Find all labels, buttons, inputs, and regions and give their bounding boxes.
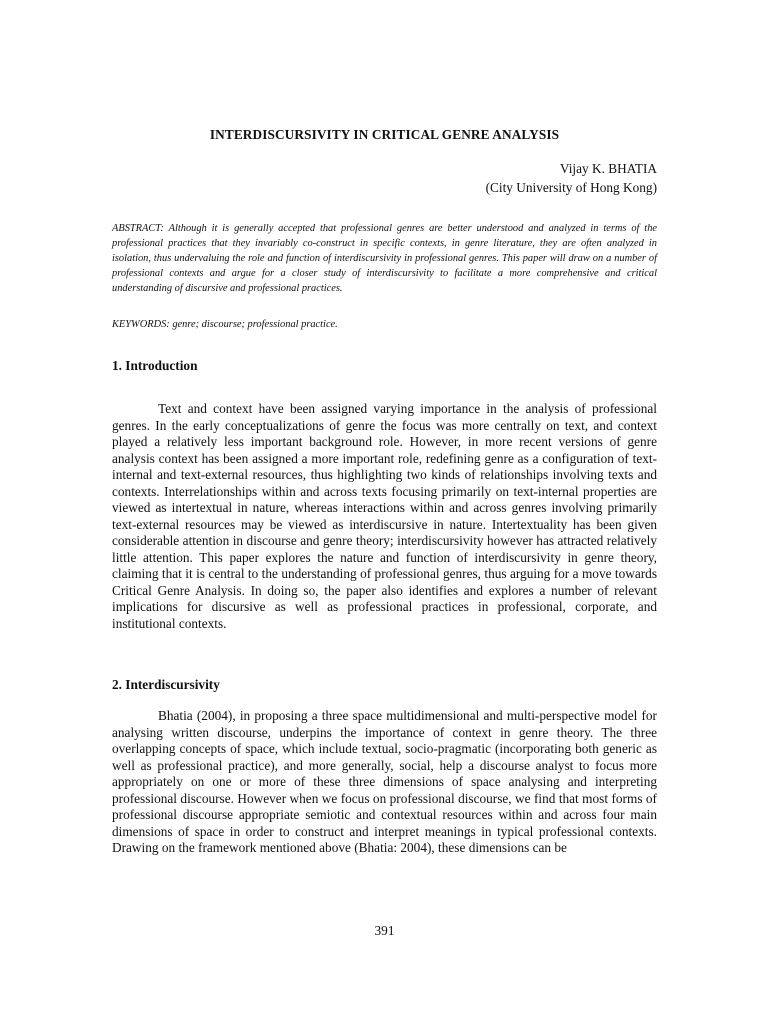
author-name: Vijay K. BHATIA: [559, 161, 657, 176]
section-heading-interdiscursivity: 2. Interdiscursivity: [112, 677, 220, 692]
page-number: 391: [374, 923, 395, 938]
paper-page: [112, 0, 657, 1024]
author-block: [486, 159, 657, 197]
section-heading-introduction: 1. Introduction: [112, 358, 198, 373]
introduction-paragraph: Text and context have been assigned varying importance in the analysis of professional genres. In the early conceptualizations of genre the focus was more centrally on text, and context played a relatively less important background role. However, in more recent versions of genre analysis context has been assigned a more important role, redefining genre as a configuration of text-internal and text-external resources, thus highlighting two kinds of relationships involving texts and contexts. Interrelationships within and across texts focusing primarily on text-internal properties are viewed as intertextual in nature, whereas interactions within and across genres involving primarily text-external resources may be viewed as interdiscursive in nature. Intertextuality has been given considerable attention in discourse and genre theory; interdiscursivity however has attracted relatively little attention. This paper explores the nature and function of interdiscursivity in genre theory, claiming that it is central to the understanding of professional genres, thus arguing for a move towards Critical Genre Analysis. In doing so, the paper also identifies and explores a number of relevant implications for discursive as well as professional practices in professional, corporate, and institutional contexts.: [112, 401, 657, 631]
author-affiliation: (City University of Hong Kong): [485, 180, 657, 195]
paper-title: INTERDISCURSIVITY IN CRITICAL GENRE ANALYSIS: [209, 127, 560, 142]
keywords: KEYWORDS: genre; discourse; professional practice.: [112, 319, 338, 330]
interdiscursivity-paragraph: Bhatia (2004), in proposing a three space multidimensional and multi-perspective model for analysing written discourse, underpins the importance of context in genre theory. The three overlapping concepts of space, which include textual, socio-pragmatic (incorporating both generic as well as professional practice), and more generally, social, help a discourse analyst to focus more appropriately on one or more of these three dimensions of space analysing and interpreting professional discourse. However when we focus on professional discourse, we find that most forms of professional discourse appropriate semiotic and contextual resources within and across four main dimensions of space in order to construct and interpret meanings in typical professional contexts. Drawing on the framework mentioned above (Bhatia: 2004), these dimensions can be: [112, 708, 657, 855]
abstract: ABSTRACT: Although it is generally accepted that professional genres are better understood and analyzed in terms of the professional practices that they invariably co-construct in specific contexts, in genre literature, they are often analyzed in isolation, thus undervaluing the role and function of interdiscursivity in professional genres. This paper will draw on a number of professional contexts and argue for a closer study of interdiscursivity to facilitate a more comprehensive and critical understanding of discursive and professional practices.: [112, 223, 657, 294]
